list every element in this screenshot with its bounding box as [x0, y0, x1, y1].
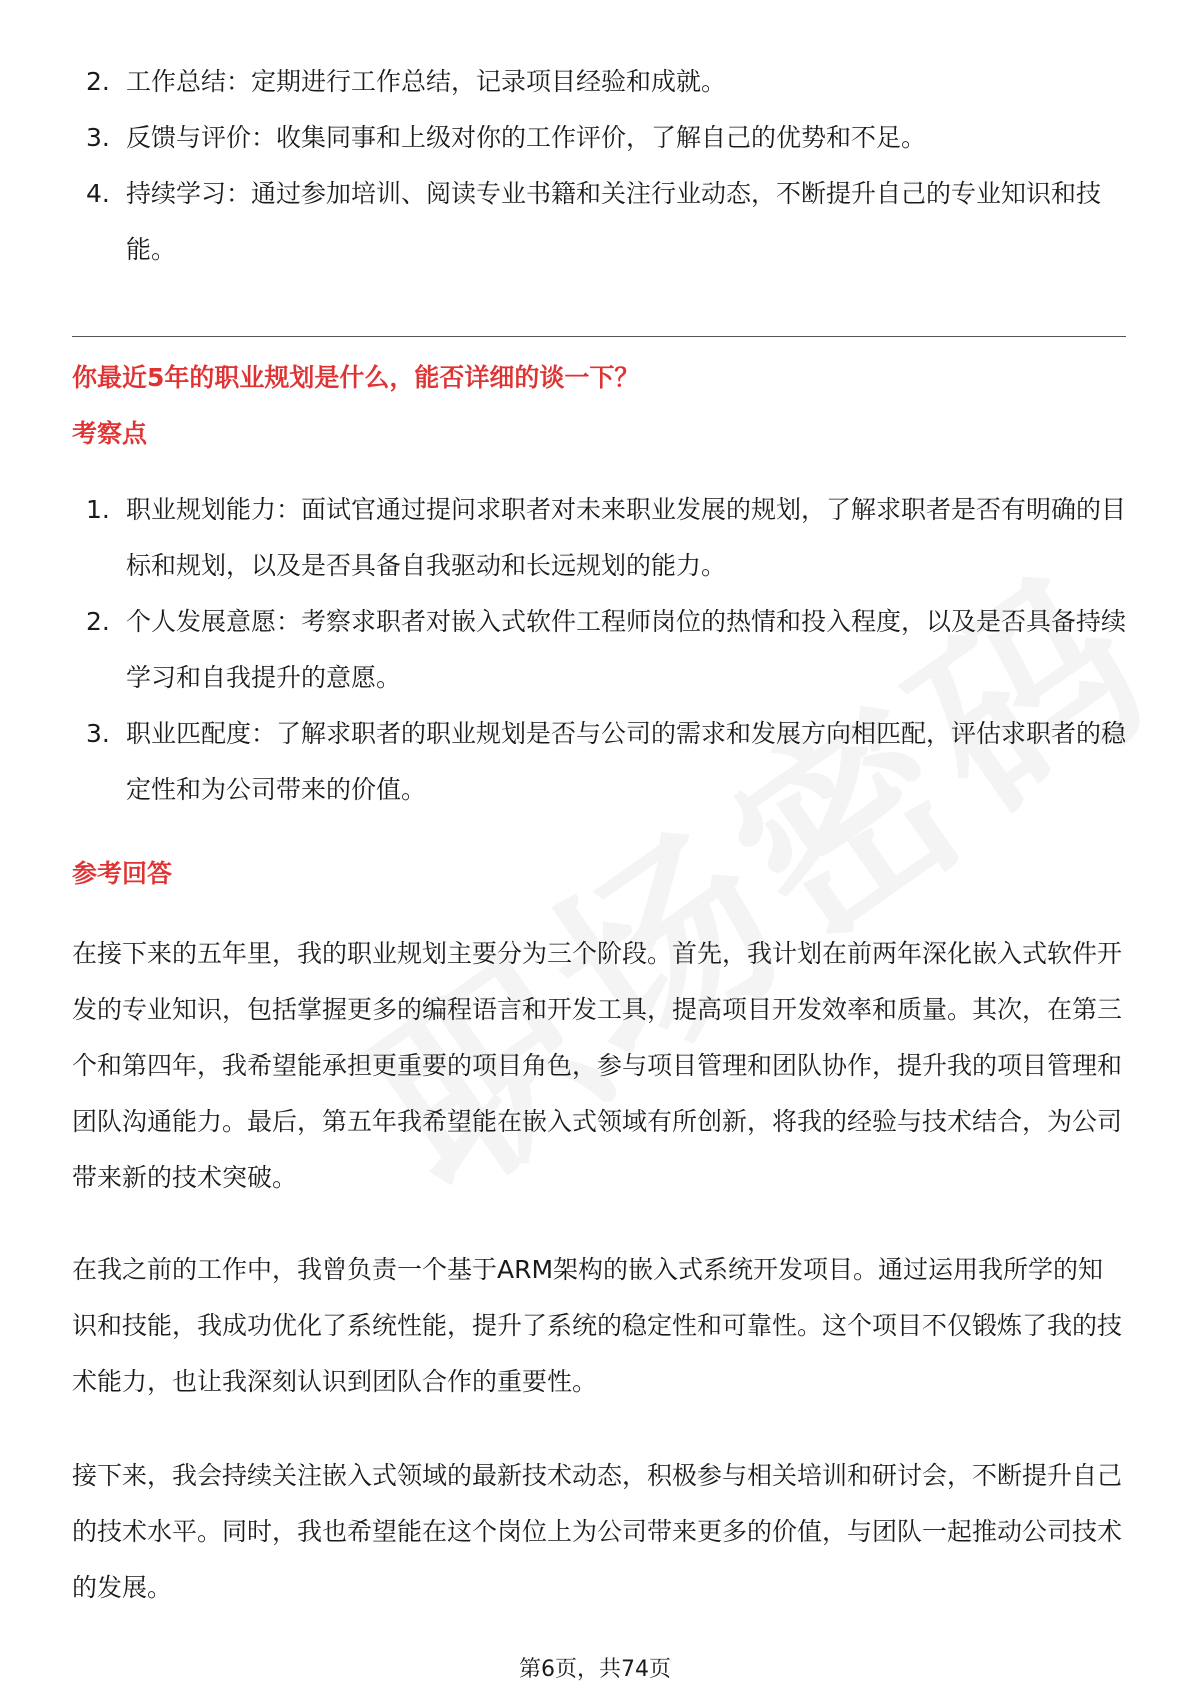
list-item-text: 反馈与评价：收集同事和上级对你的工作评价，了解自己的优势和不足。: [126, 123, 927, 152]
list-item: [72, 594, 1126, 706]
list-item-text: 持续学习：通过参加培训、阅读专业书籍和关注行业动态，不断提升自己的专业知识和技能。: [126, 179, 1102, 264]
kaocha-heading: 考察点: [72, 419, 148, 448]
list-item: [72, 54, 1126, 110]
tips-list: [72, 54, 1126, 278]
list-item: [72, 166, 1126, 278]
kaocha-list: [72, 482, 1126, 818]
list-item-number: 2.: [86, 67, 110, 96]
list-item: [72, 110, 1126, 166]
list-item-number: 1.: [86, 495, 110, 524]
answer-paragraph: 在接下来的五年里，我的职业规划主要分为三个阶段。首先，我计划在前两年深化嵌入式软件开发的专业知识，包括掌握更多的编程语言和开发工具，提高项目开发效率和质量。其次，在第三个和第四年，我希望能承担更重要的项目角色，参与项目管理和团队协作，提升我的项目管理和团队沟通能力。最后，第五年我希望能在嵌入式领域有所创新，将我的经验与技术结合，为公司带来新的技术突破。: [72, 939, 1123, 1192]
list-item-number: 3.: [86, 123, 110, 152]
page-number-footer: 第6页，共74页: [519, 1657, 671, 1682]
list-item: [72, 706, 1126, 818]
document-page: [72, 0, 1126, 1684]
list-item-number: 2.: [86, 607, 110, 636]
list-item-number: 4.: [86, 179, 110, 208]
list-item: [72, 482, 1126, 594]
answer-paragraph: 在我之前的工作中，我曾负责一个基于ARM架构的嵌入式系统开发项目。通过运用我所学的知识和技能，我成功优化了系统性能，提升了系统的稳定性和可靠性。这个项目不仅锻炼了我的技术能力，也让我深刻认识到团队合作的重要性。: [72, 1255, 1123, 1396]
answer-heading: 参考回答: [72, 859, 173, 888]
list-item-text: 工作总结：定期进行工作总结，记录项目经验和成就。: [126, 67, 727, 96]
list-item-text: 职业规划能力：面试官通过提问求职者对未来职业发展的规划，了解求职者是否有明确的目标和规划，以及是否具备自我驱动和长远规划的能力。: [126, 495, 1127, 580]
question-title: 你最近5年的职业规划是什么，能否详细的谈一下？: [72, 363, 640, 392]
section-divider: [72, 336, 1126, 337]
list-item-number: 3.: [86, 719, 110, 748]
answer-paragraph: 接下来，我会持续关注嵌入式领域的最新技术动态，积极参与相关培训和研讨会，不断提升自己的技术水平。同时，我也希望能在这个岗位上为公司带来更多的价值，与团队一起推动公司技术的发展。: [72, 1461, 1123, 1602]
list-item-text: 职业匹配度：了解求职者的职业规划是否与公司的需求和发展方向相匹配，评估求职者的稳定性和为公司带来的价值。: [126, 719, 1127, 804]
list-item-text: 个人发展意愿：考察求职者对嵌入式软件工程师岗位的热情和投入程度，以及是否具备持续学习和自我提升的意愿。: [126, 607, 1127, 692]
